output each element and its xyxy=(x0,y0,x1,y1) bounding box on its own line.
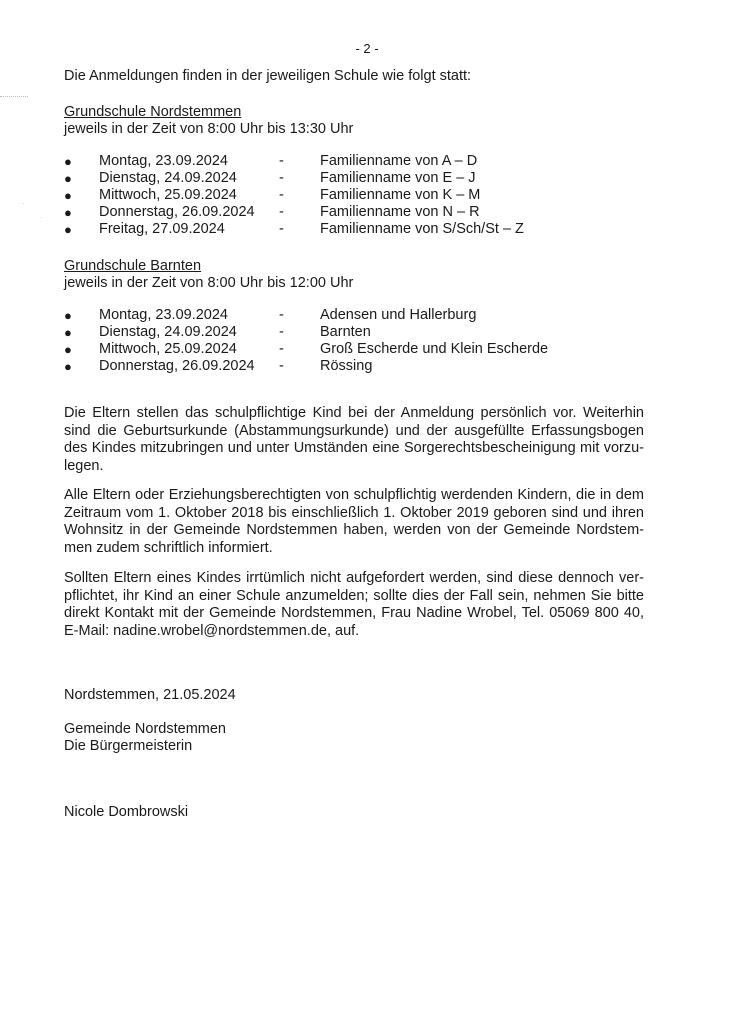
school-name: Grundschule Nordstemmen xyxy=(64,104,242,120)
schedule-item xyxy=(64,358,624,375)
schedule-group: Adensen und Hallerburg xyxy=(320,307,477,323)
schedule-dash: - xyxy=(279,187,284,203)
bullet-icon: ● xyxy=(64,171,72,186)
schedule-group: Barnten xyxy=(320,324,371,340)
schedule-item xyxy=(64,324,624,341)
issuer-municipality: Gemeinde Nordstemmen xyxy=(64,721,226,737)
bullet-icon: ● xyxy=(64,325,72,340)
page-number: - 2 - xyxy=(355,41,379,56)
bullet-icon: ● xyxy=(64,154,72,169)
scan-speck: · xyxy=(22,198,25,208)
schedule-day: Mittwoch, 25.09.2024 xyxy=(99,341,237,357)
schedule-dash: - xyxy=(279,204,284,220)
schedule-day: Dienstag, 24.09.2024 xyxy=(99,170,237,186)
schedule-group: Familienname von A – D xyxy=(320,153,478,169)
schedule-day: Montag, 23.09.2024 xyxy=(99,153,228,169)
bullet-icon: ● xyxy=(64,222,72,237)
schedule-dash: - xyxy=(279,324,284,340)
paragraph-written-notice: Alle Eltern oder Erziehungsberechtigten von schulpflichtig werdenden Kindern, die in dem Zeitraum vom 1. Oktober 2018 bis einschließlich 1. Oktober 2019 geboren sind und ihren Wohnsitz in der Gemeinde Nordstemmen haben, werden von der Gemeinde Nordstemmen zudem schriftlich informiert. xyxy=(64,487,644,556)
schedule-item xyxy=(64,221,624,238)
school-name: Grundschule Barnten xyxy=(64,258,202,274)
intro-text: Die Anmeldungen finden in der jeweiligen Schule wie folgt statt: xyxy=(64,68,472,84)
schedule-item xyxy=(64,153,624,170)
schedule-day: Montag, 23.09.2024 xyxy=(99,307,228,323)
schedule-list-nordstemmen xyxy=(64,153,624,238)
scan-speck: · xyxy=(40,212,43,222)
signatory-name: Nicole Dombrowski xyxy=(64,804,189,820)
schedule-group: Familienname von K – M xyxy=(320,187,481,203)
schedule-item xyxy=(64,307,624,324)
bullet-icon: ● xyxy=(64,342,72,357)
bullet-icon: ● xyxy=(64,205,72,220)
schedule-item xyxy=(64,170,624,187)
schedule-day: Donnerstag, 26.09.2024 xyxy=(99,358,255,374)
schedule-dash: - xyxy=(279,358,284,374)
schedule-group: Groß Escherde und Klein Escherde xyxy=(320,341,549,357)
school-block-barnten xyxy=(64,258,353,292)
schedule-group: Familienname von E – J xyxy=(320,170,476,186)
place-date: Nordstemmen, 21.05.2024 xyxy=(64,687,236,703)
school-block-nordstemmen xyxy=(64,104,353,138)
bullet-icon: ● xyxy=(64,359,72,374)
paragraph-required-documents: Die Eltern stellen das schulpflichtige Kind bei der Anmeldung persönlich vor. Weiterhin sind die Geburtsurkunde (Abstammungsurkunde) und der ausgefüllte Erfassungsbogen des Kindes mitzubringen und unter Umständen eine Sorgerechtsbescheinigung mit vorzulegen. xyxy=(64,405,644,474)
schedule-item xyxy=(64,341,624,358)
schedule-dash: - xyxy=(279,307,284,323)
issuer-title: Die Bürgermeisterin xyxy=(64,738,193,754)
schedule-group: Rössing xyxy=(320,358,373,374)
school-time: jeweils in der Zeit von 8:00 Uhr bis 13:30 Uhr xyxy=(64,121,354,137)
schedule-dash: - xyxy=(279,221,284,237)
bullet-icon: ● xyxy=(64,308,72,323)
schedule-dash: - xyxy=(279,341,284,357)
schedule-dash: - xyxy=(279,170,284,186)
schedule-item xyxy=(64,187,624,204)
schedule-dash: - xyxy=(279,153,284,169)
schedule-list-barnten xyxy=(64,307,624,375)
scan-edge-mark xyxy=(0,96,28,97)
issuer-block xyxy=(64,721,226,755)
schedule-day: Mittwoch, 25.09.2024 xyxy=(99,187,237,203)
schedule-group: Familienname von S/Sch/St – Z xyxy=(320,221,524,237)
schedule-day: Donnerstag, 26.09.2024 xyxy=(99,204,255,220)
schedule-item xyxy=(64,204,624,221)
paragraph-contact: Sollten Eltern eines Kindes irrtümlich nicht aufgefordert werden, sind diese dennoch verpflichtet, ihr Kind an einer Schule anzumelden; sollte dies der Fall sein, nehmen Sie bitte direkt Kontakt mit der Gemeinde Nordstemmen, Frau Nadine Wrobel, Tel. 05069 800 40, E-Mail: nadine.wrobel@nordstemmen.de, auf. xyxy=(64,570,644,639)
school-time: jeweils in der Zeit von 8:00 Uhr bis 12:00 Uhr xyxy=(64,275,354,291)
bullet-icon: ● xyxy=(64,188,72,203)
schedule-day: Freitag, 27.09.2024 xyxy=(99,221,225,237)
schedule-day: Dienstag, 24.09.2024 xyxy=(99,324,237,340)
schedule-group: Familienname von N – R xyxy=(320,204,480,220)
